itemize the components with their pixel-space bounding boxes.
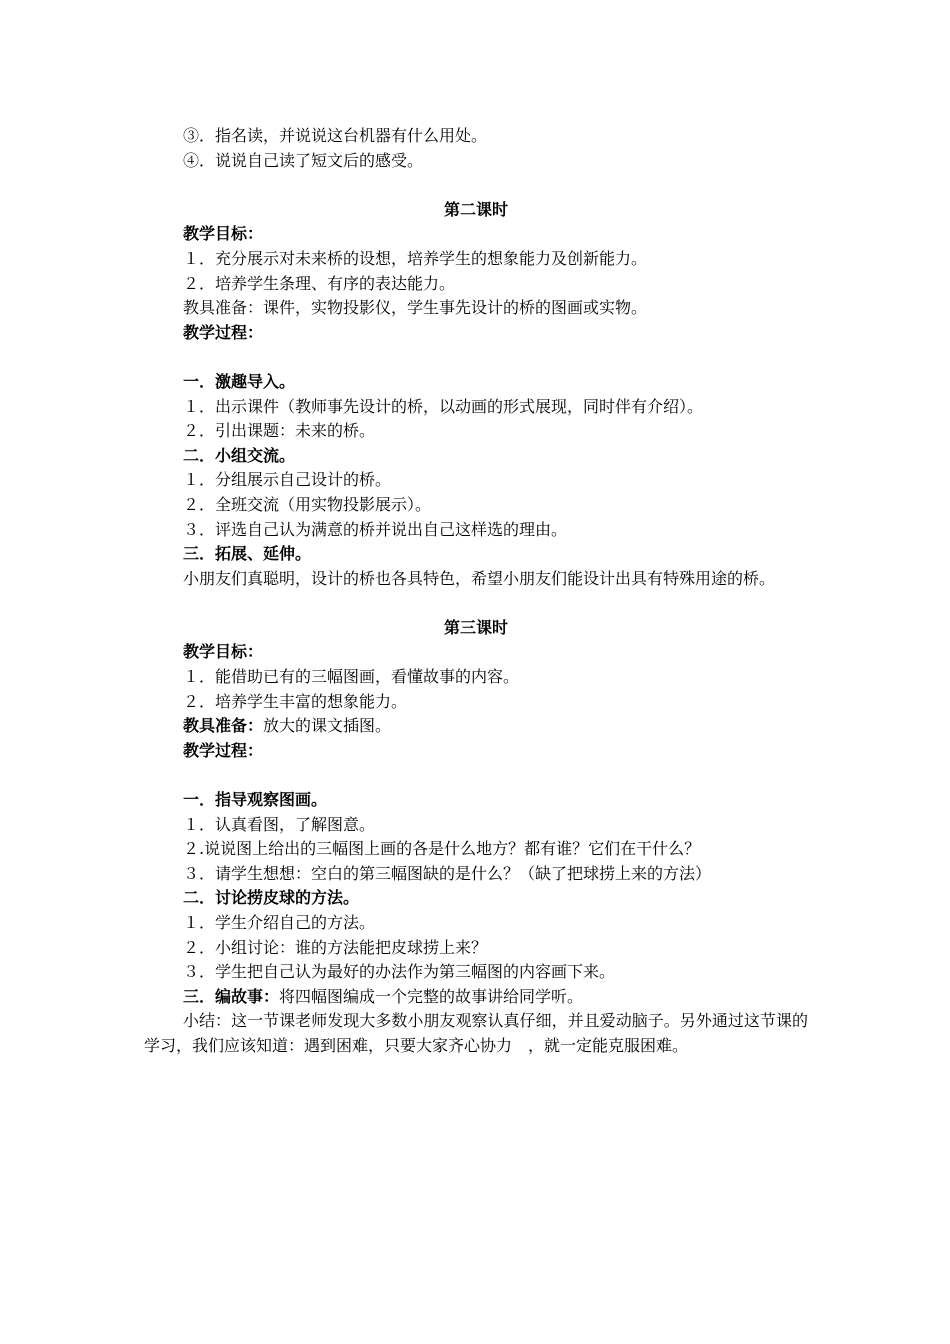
- lesson3-section-item: ２.说说图上给出的三幅图上画的各是什么地方？都有谁？它们在干什么？: [183, 839, 701, 859]
- lesson3-prep: [144, 714, 808, 739]
- lesson3-prep-label: 教具准备：: [183, 716, 264, 736]
- spacer: [144, 591, 808, 616]
- lesson3-prep-text: 放大的课文插图。: [263, 716, 392, 736]
- lesson2-title: 第二课时: [443, 199, 508, 219]
- lesson2-section-heading: 一．激趣导入。: [183, 371, 296, 391]
- lesson2-section-heading: 二．小组交流。: [183, 445, 296, 465]
- lesson2-section-item: １．出示课件（教师事先设计的桥，以动画的形式展现，同时伴有介绍）。: [183, 396, 704, 416]
- lesson2-section-item: ２．全班交流（用实物投影展示）。: [183, 494, 432, 514]
- lesson2-goal: ２．培养学生条理、有序的表达能力。: [183, 273, 456, 293]
- lesson3-process-label: 教学过程：: [183, 740, 264, 760]
- lesson3-goal: １．能借助已有的三幅图画，看懂故事的内容。: [183, 667, 520, 687]
- lesson3-section-item: ２．小组讨论：谁的方法能把皮球捞上来？: [183, 937, 488, 957]
- lesson2-section-item: ２．引出课题：未来的桥。: [183, 421, 376, 441]
- lesson2-goal: １．充分展示对未来桥的设想，培养学生的想象能力及创新能力。: [183, 248, 648, 268]
- lesson3-section-item: ３．请学生想想：空白的第三幅图缺的是什么？（缺了把球捞上来的方法）: [183, 863, 712, 883]
- lesson3-goals-label: 教学目标：: [183, 642, 264, 662]
- intro-item: ④．说说自己读了短文后的感受。: [183, 150, 424, 170]
- lesson2-process-label: 教学过程：: [183, 322, 264, 342]
- spacer: [144, 763, 808, 788]
- lesson2-section-heading: 三．拓展、延伸。: [183, 544, 312, 564]
- lesson3-section-heading: 二．讨论捞皮球的方法。: [183, 888, 360, 908]
- lesson3-goal: ２．培养学生丰富的想象能力。: [183, 691, 408, 711]
- lesson3-story-label: 三．编故事：: [183, 986, 280, 1006]
- lesson3-section-item: ３．学生把自己认为最好的办法作为第三幅图的内容画下来。: [183, 962, 616, 982]
- lesson2-prep: 教具准备：课件，实物投影仪，学生事先设计的桥的图画或实物。: [183, 298, 648, 318]
- lesson3-story: [144, 985, 808, 1010]
- lesson3-summary-paragraph: 小结：这一节课老师发现大多数小朋友观察认真仔细，并且爱动脑子。另外通过这节课的学习，我们应该知道：遇到困难，只要大家齐心协力 ，就一定能克服困难。: [144, 1011, 808, 1055]
- spacer: [144, 173, 808, 198]
- spacer: [144, 345, 808, 370]
- lesson2-section-item: ３．评选自己认为满意的桥并说出自己这样选的理由。: [183, 519, 568, 539]
- lesson3-title: 第三课时: [443, 617, 508, 637]
- document-body: [144, 124, 808, 1059]
- lesson2-closing-paragraph: 小朋友们真聪明，设计的桥也各具特色，希望小朋友们能设计出具有特殊用途的桥。: [183, 568, 776, 588]
- lesson3-section-item: １．学生介绍自己的方法。: [183, 913, 376, 932]
- lesson2-goals-label: 教学目标：: [183, 224, 264, 244]
- intro-item: ③．指名读，并说说这台机器有什么用处。: [183, 126, 488, 145]
- lesson3-section-item: １．认真看图，了解图意。: [183, 814, 376, 834]
- lesson3-section-heading: 一．指导观察图画。: [183, 790, 328, 810]
- lesson2-section-item: １．分组展示自己设计的桥。: [183, 470, 392, 490]
- lesson3-story-text: 将四幅图编成一个完整的故事讲给同学听。: [279, 986, 584, 1006]
